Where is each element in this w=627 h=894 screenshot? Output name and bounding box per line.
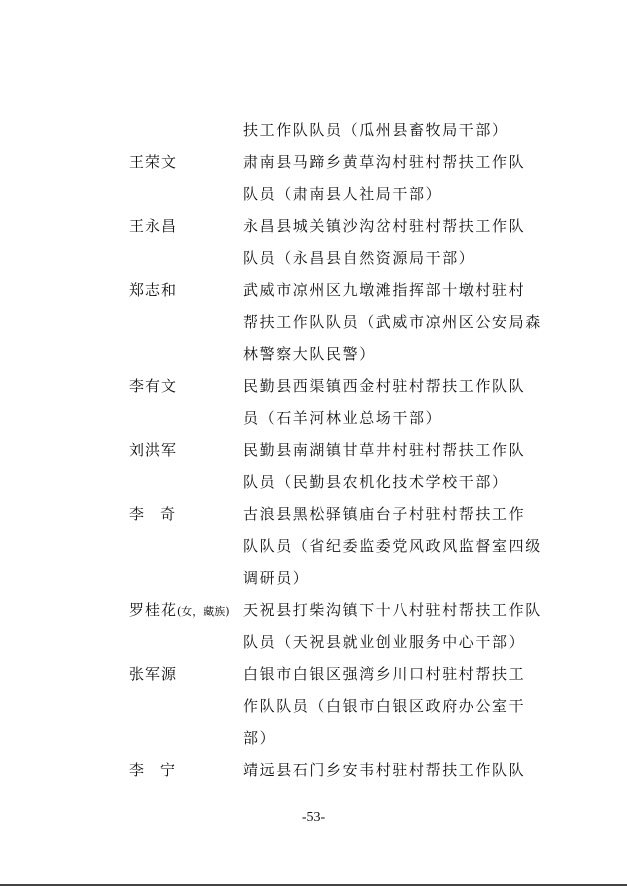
member-name: 王荣文 (129, 153, 178, 171)
member-name: 郑志和 (129, 281, 178, 299)
member-description (243, 274, 553, 370)
member-name-note: (女，藏族) (177, 605, 230, 618)
entry-description-line: 调研员） (243, 569, 310, 587)
entry-description-line: 肃南县马蹄乡黄草沟村驻村帮扶工作队 (243, 153, 526, 171)
member-entry (0, 658, 627, 754)
member-entry (0, 594, 627, 658)
entry-description-line: 林警察大队民警） (243, 345, 376, 363)
member-given-name: 奇 (160, 505, 176, 523)
entry-description-line: 员（石羊河林业总场干部） (243, 409, 443, 427)
entry-description-line: 民勤县西渠镇西金村驻村帮扶工作队队 (243, 377, 526, 395)
member-name-text: 罗桂花 (129, 601, 178, 619)
entry-description-line: 队员（民勤县农机化技术学校干部） (243, 473, 509, 491)
entry-description-line: 作队队员（白银市白银区政府办公室干 (243, 697, 526, 715)
entry-description-line: 扶工作队队员（瓜州县畜牧局干部） (243, 121, 509, 139)
entry-description-line: 队员（永昌县自然资源局干部） (243, 249, 476, 267)
member-surname: 李 (129, 505, 145, 523)
member-description (243, 370, 553, 434)
member-entry (0, 146, 627, 210)
member-description (243, 754, 553, 786)
member-entry (0, 498, 627, 594)
member-given-name: 宁 (160, 761, 176, 779)
member-description (243, 594, 553, 658)
member-entry (0, 370, 627, 434)
member-name (129, 594, 230, 628)
entry-description-line: 帮扶工作队队员（武威市凉州区公安局森 (243, 313, 542, 331)
member-entry (0, 754, 627, 786)
member-name (129, 754, 175, 786)
entry-description-line: 部） (243, 729, 277, 747)
member-name: 王永昌 (129, 217, 178, 235)
entry-description-line: 武威市凉州区九墩滩指挥部十墩村驻村 (243, 281, 526, 299)
entry-description-line: 队员（肃南县人社局干部） (243, 185, 443, 203)
entry-description-line: 永昌县城关镇沙沟岔村驻村帮扶工作队 (243, 217, 526, 235)
bottom-divider (0, 884, 627, 886)
member-description (243, 498, 553, 594)
member-name: 刘洪军 (129, 441, 178, 459)
entry-description-line: 民勤县南湖镇甘草井村驻村帮扶工作队 (243, 441, 526, 459)
member-entry (0, 434, 627, 498)
entry-description-line: 古浪县黑松驿镇庙台子村驻村帮扶工作 (243, 505, 526, 523)
member-description (243, 434, 553, 498)
continuation-line (243, 114, 563, 146)
member-entry (0, 274, 627, 370)
page-number: -53- (301, 810, 326, 825)
entry-description-line: 队员（天祝县就业创业服务中心干部） (243, 633, 526, 651)
member-name: 张军源 (129, 665, 178, 683)
member-description (243, 210, 553, 274)
member-list (0, 146, 627, 786)
member-description (243, 658, 553, 754)
entry-description-line: 靖远县石门乡安韦村驻村帮扶工作队队 (243, 761, 526, 779)
member-entry (0, 210, 627, 274)
entry-description-line: 白银市白银区强湾乡川口村驻村帮扶工 (243, 665, 526, 683)
member-name: 李有文 (129, 377, 178, 395)
member-surname: 李 (129, 761, 145, 779)
entry-description-line: 天祝县打柴沟镇下十八村驻村帮扶工作队 (243, 601, 542, 619)
member-name (129, 498, 175, 530)
member-description (243, 146, 553, 210)
entry-description-line: 队队员（省纪委监委党风政风监督室四级 (243, 537, 542, 555)
